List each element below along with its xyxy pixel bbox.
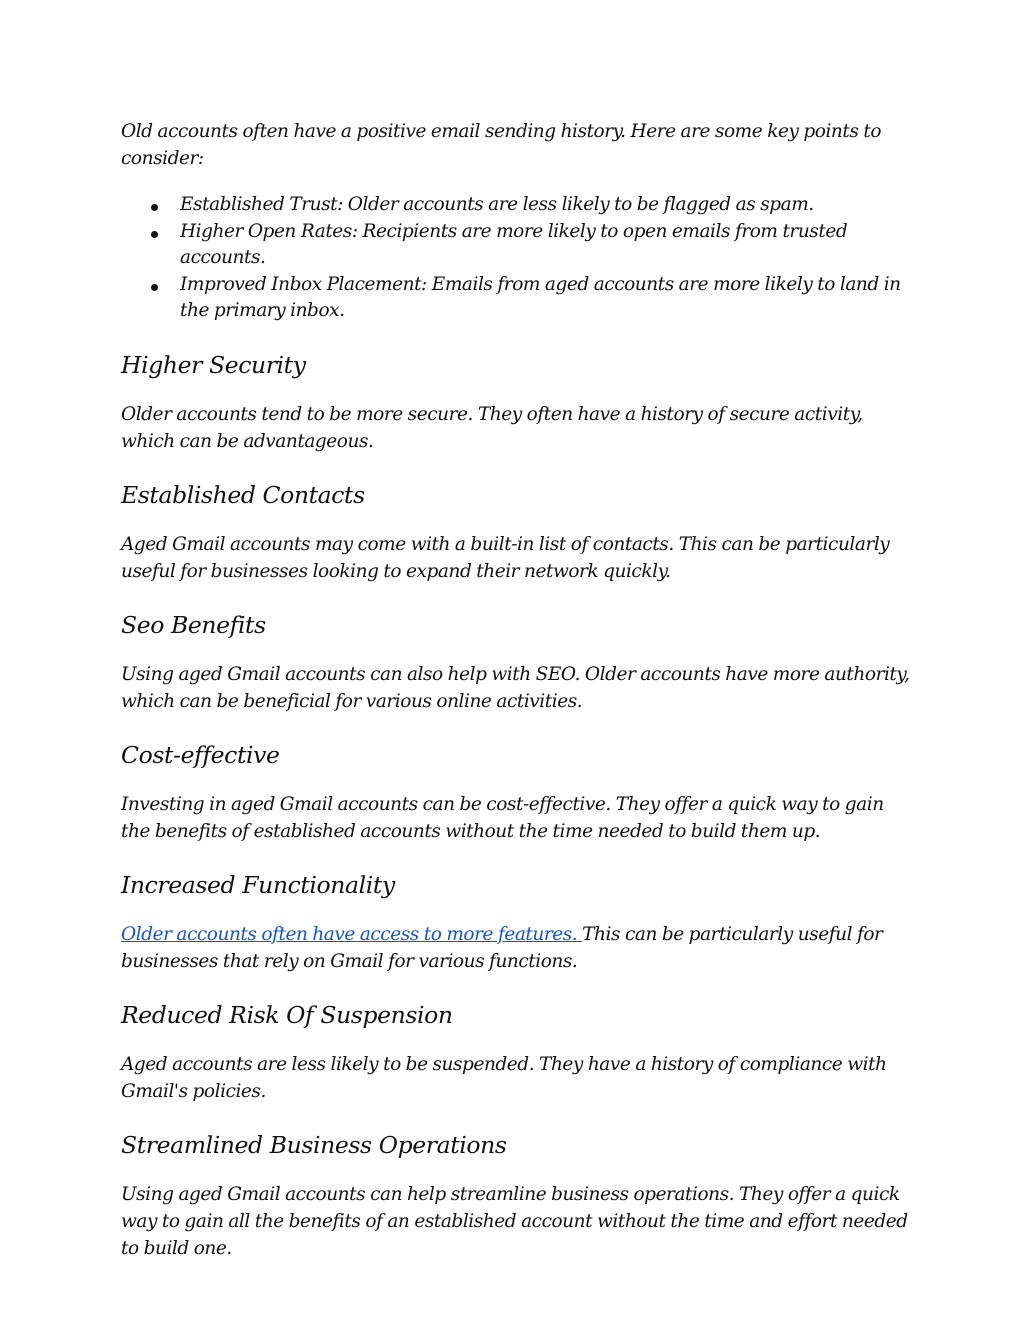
list-item: [180, 192, 911, 219]
list-item: [180, 272, 911, 325]
section-paragraph: Using aged Gmail accounts can help streamline business operations. They offer a quick way to gain all the benefits of an established account without the time and effort needed to build one.: [121, 1183, 908, 1259]
section-higher-security: [121, 350, 911, 455]
bullet-icon: [151, 231, 158, 238]
key-points-list: [121, 192, 911, 325]
section-heading: Higher Security: [121, 350, 306, 379]
section-paragraph: Investing in aged Gmail accounts can be cost-effective. They offer a quick way to gain the benefits of established accounts without the time needed to build them up.: [121, 793, 884, 842]
section-reduced-risk-of-suspension: [121, 1000, 911, 1105]
list-item-text: Established Trust: Older accounts are less likely to be flagged as spam.: [180, 194, 814, 215]
bullet-icon: [151, 284, 158, 291]
document-page: [121, 118, 911, 1262]
section-paragraph: Using aged Gmail accounts can also help with SEO. Older accounts have more authority, which can be beneficial for various online activities.: [121, 663, 910, 712]
section-heading: Cost-effective: [121, 740, 280, 769]
section-heading: Established Contacts: [121, 480, 365, 509]
section-heading: Streamlined Business Operations: [121, 1130, 507, 1159]
list-item-text: Higher Open Rates: Recipients are more likely to open emails from trusted accounts.: [180, 220, 848, 268]
section-heading: Reduced Risk Of Suspension: [121, 1000, 453, 1029]
section-cost-effective: [121, 740, 911, 845]
list-item-text: Improved Inbox Placement: Emails from aged accounts are more likely to land in the primary inbox.: [180, 273, 901, 321]
intro-paragraph: Old accounts often have a positive email sending history. Here are some key points to consider:: [121, 121, 882, 169]
section-streamlined-business-operations: [121, 1130, 911, 1262]
section-heading: Increased Functionality: [121, 870, 395, 899]
section-established-contacts: [121, 480, 911, 585]
section-paragraph: [121, 921, 911, 975]
section-increased-functionality: [121, 870, 911, 975]
section-seo-benefits: [121, 610, 911, 715]
section-paragraph: Aged accounts are less likely to be suspended. They have a history of compliance with Gmail's policies.: [121, 1053, 887, 1102]
bullet-icon: [151, 204, 158, 211]
section-paragraph-text: This can be particularly useful for businesses that rely on Gmail for various functions.: [121, 923, 883, 972]
features-link[interactable]: Older accounts often have access to more features.: [121, 923, 583, 945]
section-paragraph: Older accounts tend to be more secure. They often have a history of secure activity, which can be advantageous.: [121, 403, 863, 452]
list-item: [180, 219, 911, 272]
section-heading: Seo Benefits: [121, 610, 266, 639]
section-paragraph: Aged Gmail accounts may come with a built-in list of contacts. This can be particularly useful for businesses looking to expand their network quickly.: [121, 533, 890, 582]
